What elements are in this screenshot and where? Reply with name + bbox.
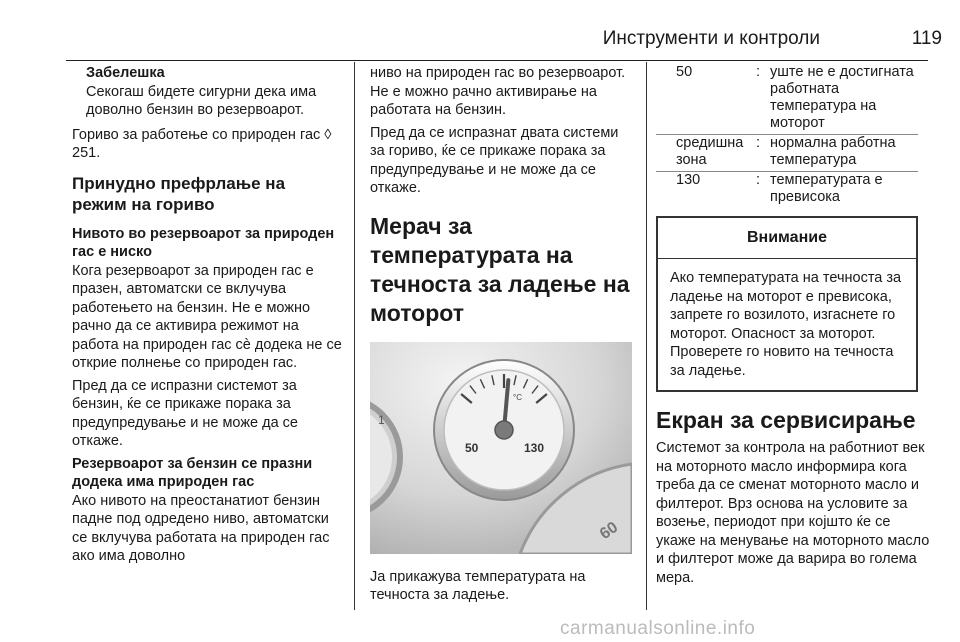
running-header: Инструменти и контроли — [602, 28, 820, 49]
gauge-zones-table — [656, 64, 918, 208]
warning-box — [656, 216, 918, 392]
watermark: carmanualsonline.info — [560, 618, 756, 639]
note-title: Забелешка — [86, 65, 165, 81]
header-rule — [66, 60, 928, 61]
zone-row — [656, 172, 918, 209]
note-block — [72, 64, 344, 120]
zone-term: средишна зона — [676, 135, 744, 168]
paragraph-petrol-low: Ако нивото на преостанатиот бензин падне под одредено ниво, автоматски се вклучува работата на природен гас ако има доволно — [72, 492, 330, 564]
gauge-label-130: 130 — [524, 440, 545, 455]
paragraph-oil-life: Системот за контрола на работниот век на моторното масло информира кога треба да се сменат моторното масло и филтерот. Врз основа на условите за возење, периодот при којшто ќе се укаже на менување на моторното масло и филтерот може да варира во голема мера. — [656, 440, 930, 586]
subheading-petrol-low: Резервоарот за бензин се празни додека има природен гас — [72, 455, 313, 490]
zone-row — [656, 135, 918, 172]
gauge-unit-label: °C — [513, 392, 522, 402]
page-number: 119 — [911, 28, 942, 49]
zone-term: 130 — [676, 172, 701, 188]
coolant-gauge-illustration — [370, 342, 632, 554]
speedometer-mark: 60 — [596, 518, 622, 543]
figure-caption: Ја прикажува температурата на течноста за ладење. — [370, 568, 586, 603]
column-divider-2 — [646, 62, 647, 610]
zone-term: 50 — [676, 64, 693, 80]
zone-description: температурата е превисока — [770, 172, 883, 205]
column-2 — [370, 64, 632, 605]
note-text: Секогаш бидете сигурни дека има доволно бензин во резервоарот. — [86, 83, 317, 118]
fuel-reference: Гориво за работење со природен гас ◊ 251. — [72, 126, 332, 161]
zone-description: уште не е достигната работната температура на моторот — [770, 64, 914, 131]
column-1 — [72, 64, 344, 566]
column-3 — [656, 64, 932, 587]
paragraph-both-systems: Пред да се испразнат двата системи за гориво, ќе се прикаже порака за предупредување и не може да се откаже. — [370, 124, 619, 196]
section-heading-forced-switch: Принудно префрлање на режим на гориво — [72, 173, 286, 214]
gauge-label-50: 50 — [465, 440, 479, 455]
needle-hub — [495, 421, 513, 439]
subheading-gas-low: Нивото во резервоарот за природен гас е ниско — [72, 225, 335, 260]
paragraph-gas-empty: Кога резервоарот за природен гас е празен, автоматски се вклучува работењето на бензин. Не е можно рачно да се активира режимот на работа на природен гас сè додека не се открие полнење со природен гас. — [72, 262, 342, 371]
zone-separator: : — [756, 64, 761, 80]
section-heading-service-display: Екран за сервисирање — [656, 407, 916, 433]
left-gauge-mark: 1 — [378, 412, 385, 427]
coolant-gauge-figure — [370, 342, 632, 554]
paragraph-continued: ниво на природен гас во резервоарот. Не е можно рачно активирање на работата на бензин. — [370, 65, 626, 118]
warning-text: Ако температурата на течноста за ладење на моторот е превисока, запрете го возилото, изгаснете го моторот. Опасност за моторот. Проверете го новито на течноста за ладење. — [670, 270, 902, 379]
zone-separator: : — [756, 172, 761, 188]
zone-separator: : — [756, 135, 761, 151]
zone-description: нормална работна температура — [770, 135, 896, 168]
warning-title: Внимание — [658, 218, 916, 259]
section-heading-coolant-gauge: Мерач за температурата на течноста за ладење на моторот — [370, 212, 630, 326]
column-divider-1 — [354, 62, 355, 610]
paragraph-petrol-warning: Пред да се испразни системот за бензин, ќе се прикаже порака за предупредување и не може да се откаже. — [72, 377, 298, 449]
zone-row — [656, 64, 918, 135]
